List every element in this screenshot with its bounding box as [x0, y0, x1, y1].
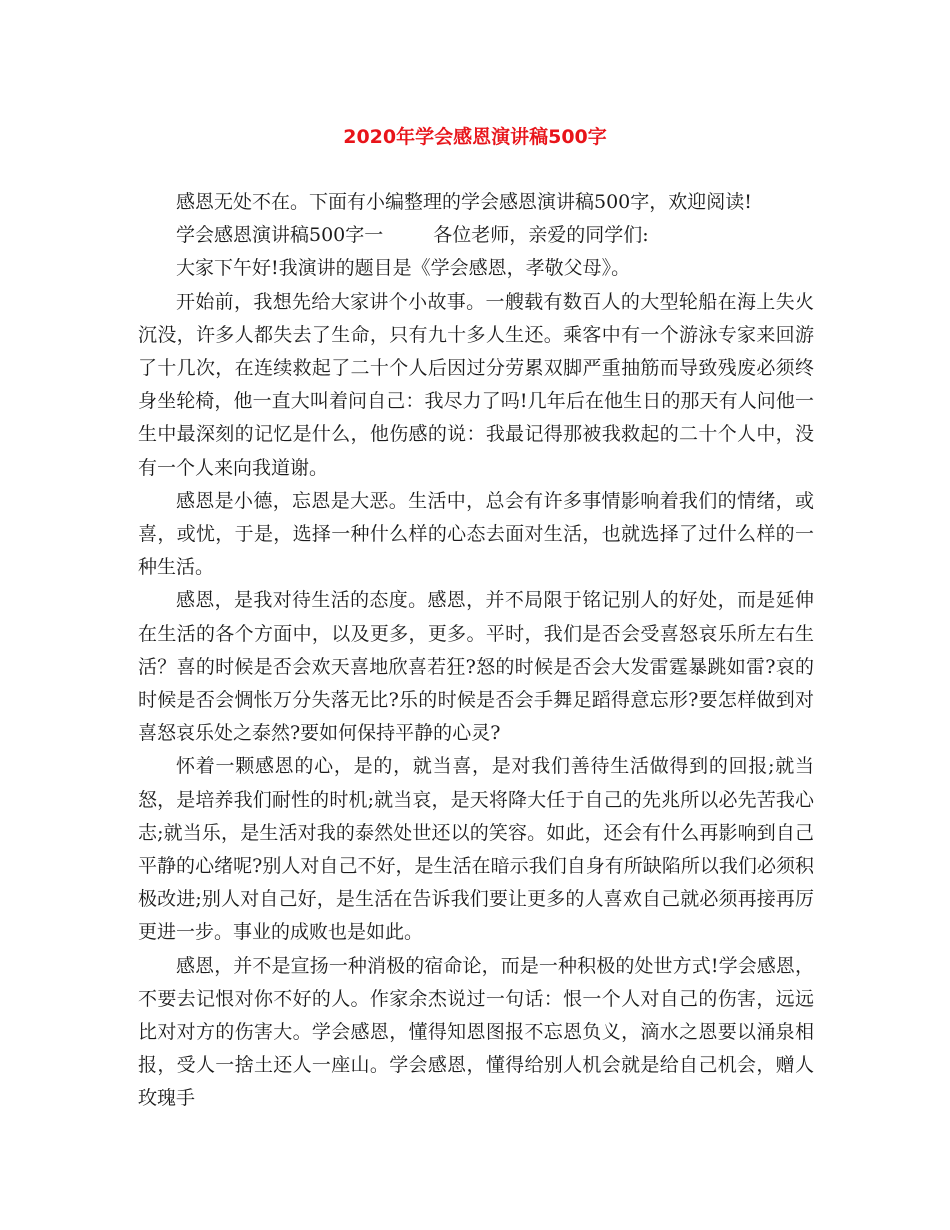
paragraph-positive-attitude: 感恩，并不是宣扬一种消极的宿命论，而是一种积极的处世方式!学会感恩，不要去记恨对你不好的人。作家余杰说过一句话：恨一个人对自己的伤害，远远比对对方的伤害大。学会感恩，懂得知恩图报不忘恩负义，滴水之恩要以涌泉相报，受人一捨土还人一座山。学会感恩，懂得给别人机会就是给自己机会，赠人玫瑰手 [138, 954, 814, 1110]
document-body [138, 186, 814, 1116]
section-heading-line [138, 219, 814, 252]
paragraph-attitude: 感恩，是我对待生活的态度。感恩，并不局限于铭记别人的好处，而是延伸在生活的各个方面中，以及更多，更多。平时，我们是否会受喜怒哀乐所左右生活？喜的时候是否会欢天喜地欣喜若狂?怒的时候是否会大发雷霆暴跳如雷?哀的时候是否会惆怅万分失落无比?乐的时候是否会手舞足蹈得意忘形?要怎样做到对喜怒哀乐处之泰然?要如何保持平静的心灵? [138, 589, 814, 745]
paragraph-greeting: 大家下午好!我演讲的题目是《学会感恩，孝敬父母》。 [176, 257, 631, 280]
intro-paragraph: 感恩无处不在。下面有小编整理的学会感恩演讲稿500字，欢迎阅读! [176, 191, 752, 213]
salutation: 各位老师，亲爱的同学们: [433, 224, 649, 247]
paragraph-story: 开始前，我想先给大家讲个小故事。一艘载有数百人的大型轮船在海上失火沉没，许多人都失去了生命，只有九十多人生还。乘客中有一个游泳专家来回游了十几次，在连续救起了二十个人后因过分劳累双脚严重抽筋而导致残废必须终身坐轮椅，他一直大叫着问自己：我尽力了吗!几年后在他生日的那天有人问他一生中最深刻的记忆是什么，他伤感的说：我最记得那被我救起的二十个人中，没有一个人来向我道谢。 [138, 290, 814, 479]
paragraph-virtue: 感恩是小德，忘恩是大恶。生活中，总会有许多事情影响着我们的情绪，或喜，或忧，于是，选择一种什么样的心态去面对生活，也就选择了过什么样的一种生活。 [138, 489, 814, 579]
document-title: 2020年学会感恩演讲稿500字 [343, 126, 607, 148]
section-heading: 学会感恩演讲稿500字一 [176, 224, 384, 247]
paragraph-grateful-heart: 怀着一颗感恩的心，是的，就当喜，是对我们善待生活做得到的回报;就当怒，是培养我们耐性的时机;就当哀，是天将降大任于自己的先兆所以必先苦我心志;就当乐，是生活对我的泰然处世还以的笑容。如此，还会有什么再影响到自己平静的心绪呢?别人对自己不好，是生活在暗示我们自身有所缺陷所以我们必须积极改进;别人对自己好，是生活在告诉我们要让更多的人喜欢自己就必须再接再厉更进一步。事业的成败也是如此。 [138, 755, 814, 944]
